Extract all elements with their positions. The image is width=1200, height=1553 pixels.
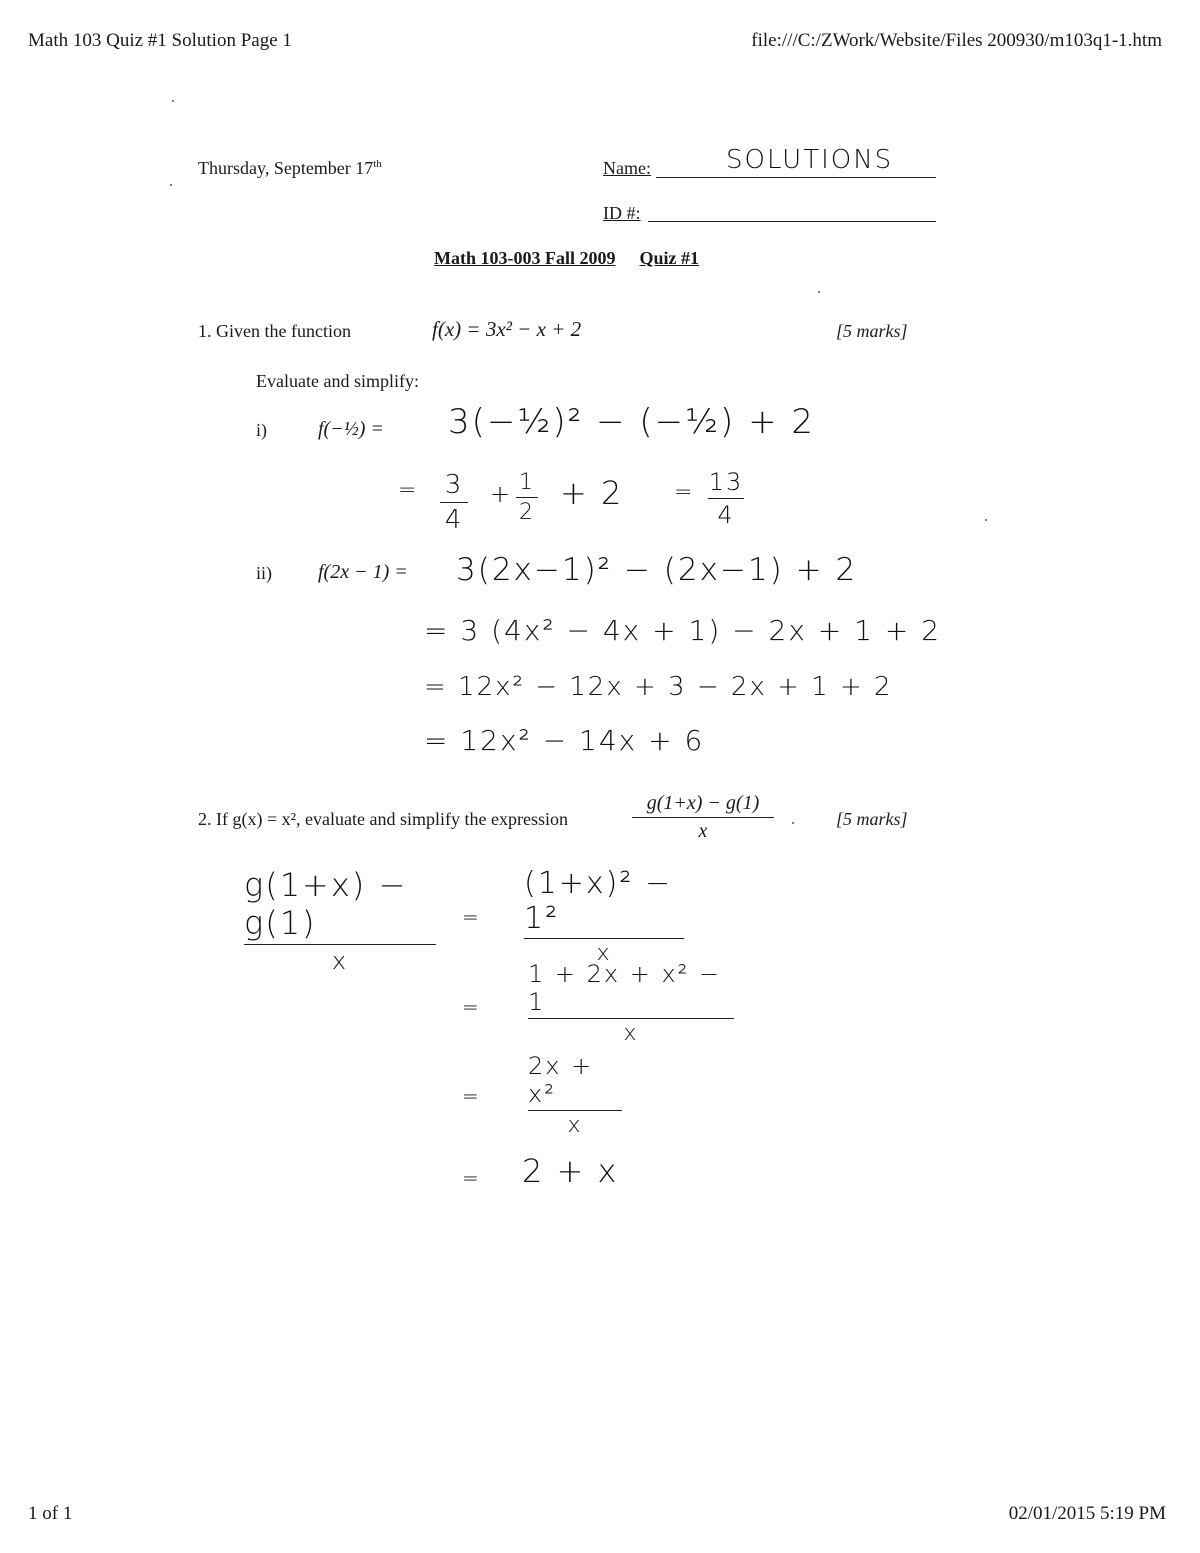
fraction-numerator: 2x + x² [528, 1052, 594, 1108]
q1-part-ii-step2: = 3 (4x² − 4x + 1) − 2x + 1 + 2 [424, 614, 942, 647]
scan-speck [172, 100, 174, 102]
q2-marks: [5 marks] [836, 809, 908, 829]
scan-speck [792, 822, 794, 824]
name-value-handwritten: SOLUTIONS [726, 145, 894, 175]
quiz-date: Thursday, September 17th [198, 158, 382, 178]
fraction-denominator: 4 [717, 501, 735, 529]
fraction-numerator: 13 [708, 468, 744, 496]
fraction-numerator: 3 [444, 470, 464, 500]
quiz-title: Math 103-003 Fall 2009 Quiz #1 [434, 248, 700, 268]
fraction-numerator: 1 + 2x + x² − 1 [528, 960, 722, 1016]
fraction-denominator: x [596, 941, 612, 966]
q2-equals-2: = [462, 995, 481, 1019]
fraction-bar [528, 1018, 734, 1019]
fraction-bar [528, 1110, 622, 1111]
q1-part-i-plus: + [490, 480, 513, 508]
q1-part-ii-step1: 3(2x−1)² − (2x−1) + 2 [456, 552, 858, 588]
q1-part-i-answer-fraction [708, 468, 744, 529]
id-underline [648, 221, 936, 222]
fraction-bar [708, 498, 744, 499]
fraction-numerator: g(1+x) − g(1) [244, 866, 408, 942]
q1-part-i-plus-two: + 2 [560, 474, 624, 512]
q1-part-i-step1: 3(−½)² − (−½) + 2 [448, 402, 816, 442]
fraction-bar [516, 497, 538, 498]
q2-lhs-fraction [244, 866, 436, 975]
fraction-numerator: (1+x)² − 1² [524, 866, 673, 936]
fraction-bar [244, 944, 436, 945]
q1-instruction: Evaluate and simplify: [256, 371, 419, 391]
fraction-denominator: x [623, 1021, 639, 1046]
q2-step3-fraction [528, 1052, 622, 1138]
fraction-bar [440, 502, 468, 503]
name-underline [656, 177, 936, 178]
scan-speck [985, 519, 987, 521]
scan-speck [170, 184, 172, 186]
q2-equals-1: = [462, 905, 481, 929]
fraction-denominator: x [698, 820, 708, 842]
q2-step2-fraction [528, 960, 734, 1046]
q2-step1-fraction [524, 866, 684, 966]
q2-expression-fraction [632, 792, 774, 843]
q1-function: f(x) = 3x² − x + 2 [432, 317, 582, 341]
print-footer-timestamp: 02/01/2015 5:19 PM [1008, 1503, 1166, 1524]
fraction-bar [524, 938, 684, 939]
q1-part-i-lhs: f(−½) = [318, 418, 384, 440]
print-footer-page: 1 of 1 [28, 1503, 73, 1524]
fraction-denominator: 2 [519, 500, 535, 525]
q1-part-i-term2-fraction [516, 470, 538, 525]
q1-part-i-eq: = [398, 478, 419, 503]
fraction-denominator: x [331, 947, 349, 975]
q1-intro: 1. Given the function [198, 321, 351, 341]
q1-part-i-term1-fraction [440, 470, 468, 535]
print-header-url: file:///C:/ZWork/Website/Files 200930/m103q1-1.htm [751, 30, 1162, 51]
print-header-title: Math 103 Quiz #1 Solution Page 1 [28, 30, 292, 51]
scan-speck [818, 291, 820, 293]
fraction-numerator: 1 [519, 470, 535, 495]
q2-equals-3: = [462, 1084, 481, 1108]
q1-marks: [5 marks] [836, 321, 908, 341]
q1-part-ii-step4: = 12x² − 14x + 6 [424, 724, 705, 757]
q1-part-ii-label: ii) [256, 563, 272, 583]
q1-part-i-label: i) [256, 420, 267, 440]
q2-final-answer: 2 + x [522, 1152, 619, 1190]
fraction-denominator: x [567, 1113, 583, 1138]
fraction-numerator: g(1+x) − g(1) [646, 792, 760, 814]
fraction-denominator: 4 [444, 505, 464, 535]
q2-intro: 2. If g(x) = x², evaluate and simplify the expression [198, 809, 568, 829]
q1-part-i-eq2: = [674, 480, 695, 505]
name-label: Name: [603, 158, 651, 178]
q1-part-ii-step3: = 12x² − 12x + 3 − 2x + 1 + 2 [424, 672, 893, 702]
fraction-bar [632, 817, 774, 818]
q1-part-ii-lhs: f(2x − 1) = [318, 561, 408, 583]
q2-equals-4: = [462, 1166, 481, 1190]
id-label: ID #: [603, 203, 641, 223]
